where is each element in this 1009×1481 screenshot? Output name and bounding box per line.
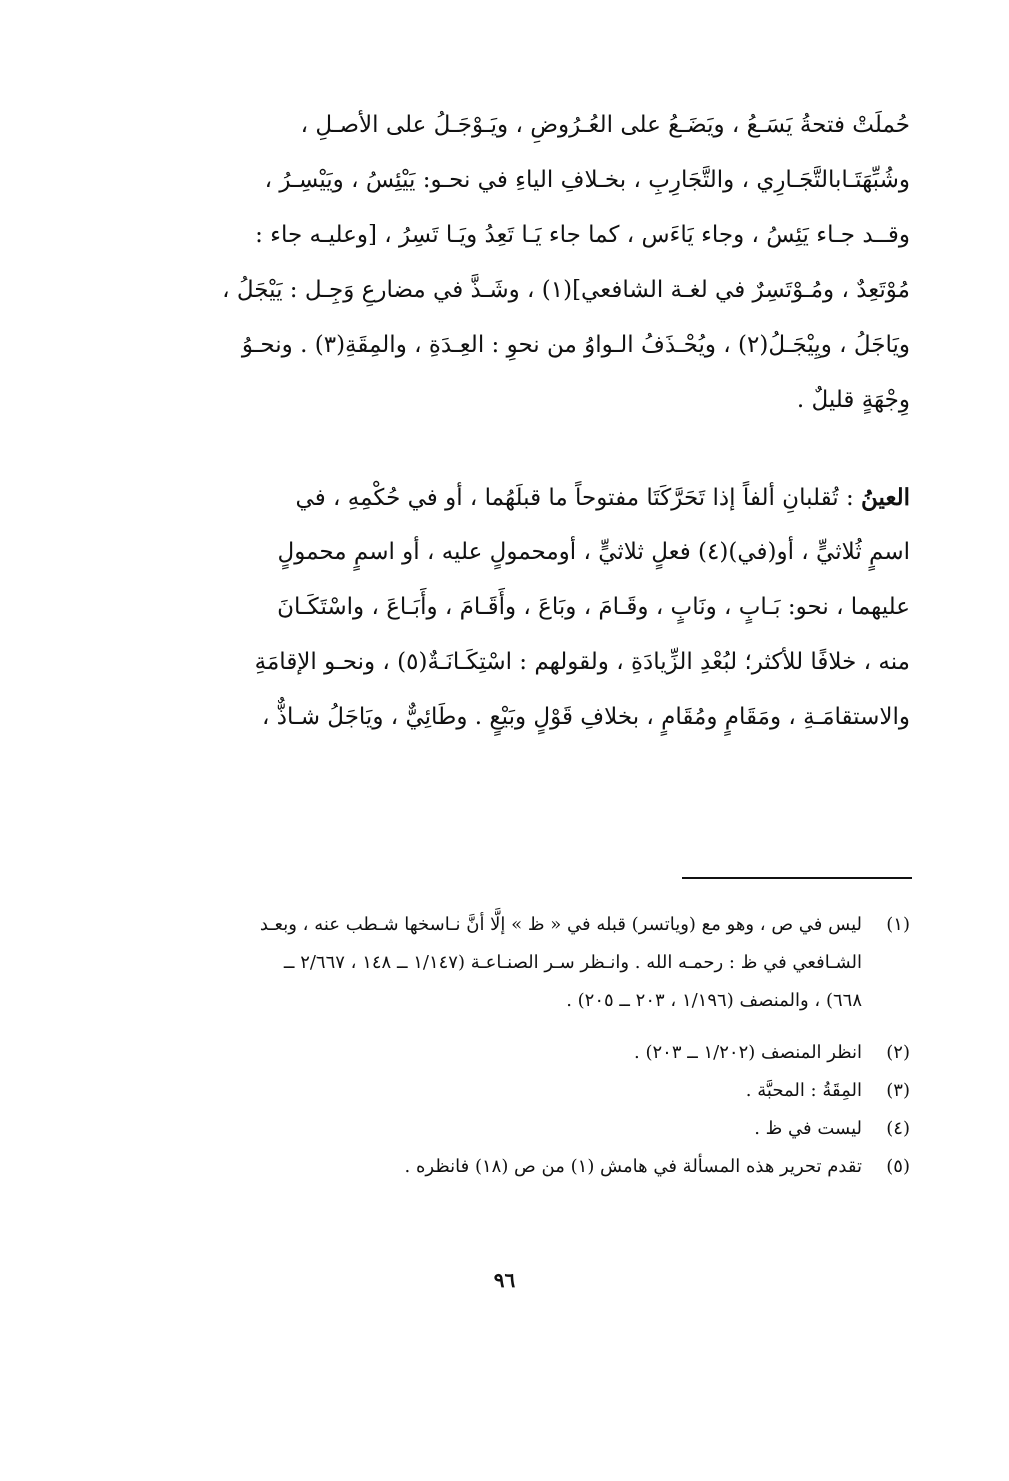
footnote-text bbox=[158, 1034, 862, 1072]
paragraph-line: اسمٍ ثُلاثيٍّ ، أو(في)(٤) فعلٍ ثلاثيٍّ ، أومحمولٍ عليه ، أو اسمٍ محمولٍ bbox=[277, 539, 910, 565]
paragraph-line: والاستقامَـةِ ، ومَقَامٍ ومُقَامٍ ، بخلافِ قَوْلٍ وبَيْعٍ . وطَائِيٌّ ، ويَاجَلُ شـاذٌّ ، bbox=[261, 704, 910, 730]
paragraph-line: وقــد جـاء يَئِسُ ، وجاء يَاءَس ، كما جاء يَـا تَعِدُ ويَـا تَسِرُ ، [وعليـه جاء : bbox=[255, 222, 910, 248]
paragraph-line-rest: : تُقلبانِ ألفاً إذا تَحَرَّكَتَا مفتوحاً ما قبلَهُما ، أو في حُكْمِهِ ، في bbox=[295, 485, 862, 511]
page-number: ٩٦ bbox=[493, 1268, 516, 1292]
paragraph-first-line bbox=[158, 470, 910, 525]
paragraph-1 bbox=[158, 98, 910, 428]
section-term: العينُ bbox=[861, 484, 910, 511]
footnote-line: ليس في ص ، وهو مع (وياتسر) قبله في « ظ » إلَّا أنَّ نـاسخها شـطب عنه ، وبعـد bbox=[259, 914, 862, 935]
footnote-text bbox=[158, 1110, 862, 1148]
footnote-line: الشـافعي في ظ : رحمـه الله . وانـظر سـر الصنـاعـة (١/١٤٧ ــ ١٤٨ ، ٢/٦٦٧ ــ bbox=[283, 952, 862, 973]
footnote-line: المِقَةُ : المحبَّة . bbox=[745, 1080, 862, 1101]
footnote-number: (٢) bbox=[886, 1042, 910, 1063]
footnote-4 bbox=[158, 1110, 910, 1148]
footnote-line: ٦٦٨) ، والمنصف (١/١٩٦ ، ٢٠٣ ــ ٢٠٥) . bbox=[566, 990, 862, 1011]
footnote-line: انظر المنصف (١/٢٠٢ ــ ٢٠٣) . bbox=[634, 1042, 862, 1063]
paragraph-line: ويَاجَلُ ، ويِيْجَـلُ(٢) ، ويُحْـذَفُ الـواوُ من نحوِ : العِـدَةِ ، والمِقَةِ(٣) . ونحـوُ bbox=[241, 332, 910, 358]
paragraph-line: حُملَتْ فتحةُ يَسَـعُ ، ويَضَـعُ على العُـرُوضِ ، ويَـوْجَـلُ على الأصـلِ ، bbox=[300, 112, 910, 138]
footnote-2 bbox=[158, 1034, 910, 1072]
footnote-5 bbox=[158, 1148, 910, 1186]
footnote-number: (٣) bbox=[886, 1080, 910, 1101]
paragraph-line: وِجْهَةٍ قليلٌ . bbox=[796, 387, 910, 413]
paragraph-line: وشُبِّهَتَـابالتَّجَـارِي ، والتَّجَارِبِ ، بخـلافِ الياءِ في نحـو: يَيْئِسُ ، ويَيْسِـرُ ، bbox=[264, 167, 910, 193]
footnote-number: (٤) bbox=[886, 1118, 910, 1139]
footnote-number: (٥) bbox=[886, 1156, 910, 1177]
footnote-text bbox=[158, 1148, 862, 1186]
footnote-line: ليست في ظ . bbox=[754, 1118, 862, 1139]
paragraph-2 bbox=[158, 470, 910, 745]
footnote-line: تقدم تحرير هذه المسألة في هامش (١) من ص (١٨) فانظره . bbox=[404, 1156, 862, 1177]
footnote-text bbox=[158, 906, 862, 1020]
paragraph-line: مُوْتَعِدٌ ، ومُـوْتَسِرٌ في لغـة الشافعي](١) ، وشَـذَّ في مضارعِ وَجِـل : يَيْجَلُ ، bbox=[222, 277, 910, 303]
footnotes bbox=[158, 906, 910, 1186]
footnote-number: (١) bbox=[886, 914, 910, 935]
paragraph-line: منه ، خلافًا للأكثر؛ لبُعْدِ الزِّيادَةِ ، ولقولهم : اسْتِكَـانَـةٌ(٥) ، ونحـو الإقامَةِ bbox=[254, 649, 910, 675]
footnote-text bbox=[158, 1072, 862, 1110]
footnote-1 bbox=[158, 906, 910, 1020]
paragraph-line: عليهما ، نحو: بَـابٍ ، ونَابٍ ، وقَـامَ ، وبَاعَ ، وأَقَـامَ ، وأَبَـاعَ ، واسْتَكَـانَ bbox=[277, 594, 910, 620]
footnote-3 bbox=[158, 1072, 910, 1110]
footnote-separator bbox=[682, 877, 912, 879]
